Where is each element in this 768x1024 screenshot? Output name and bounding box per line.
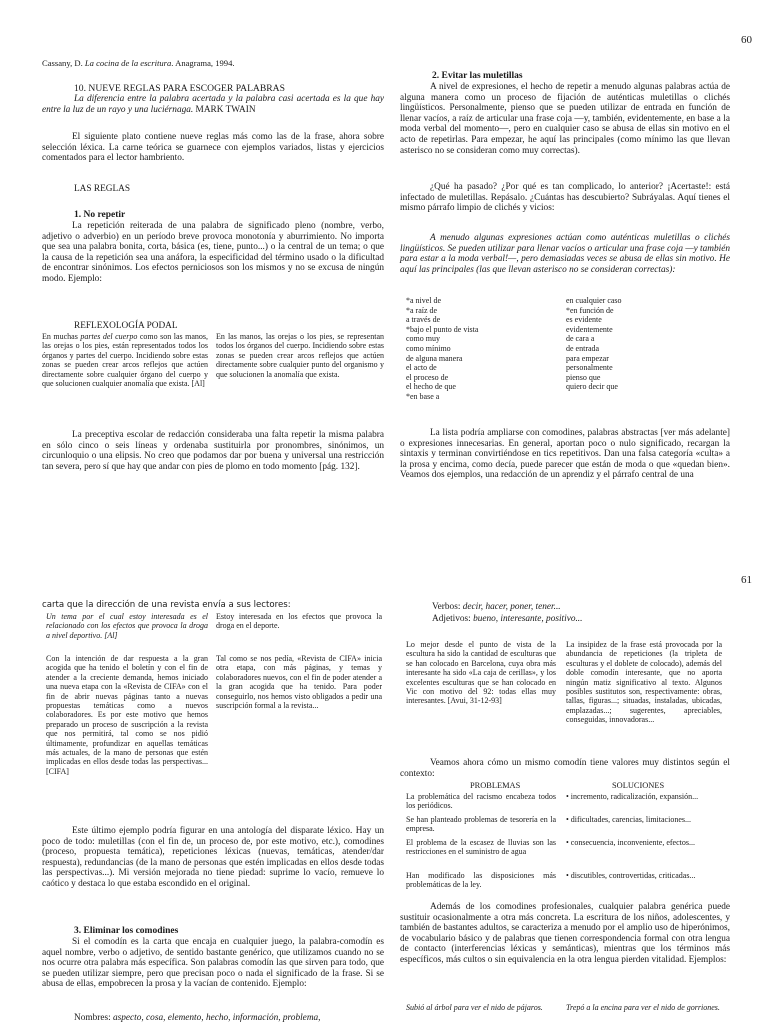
- reflexologia-revised: En las manos, las orejas o los pies, se representan todos los órganos del cuerpo. Incidiendo sobre estas zonas se pueden crear arcos reflejos que actúen directamente sobre cualquier punto del organismo y que solucionen la anomalía que exista.: [216, 332, 384, 379]
- reflexologia-original: En muchas partes del cuerpo como son las manos, las orejas o los pies, están representados todos los órganos y partes del cuerpo. Incidiendo sobre estas zonas se pueden crear arcos reflejos que actúen directamente sobre cualquier órgano del cuerpo y que solucionen cualquier anomalía que exista. [Al]: [42, 332, 208, 389]
- citation-rest: . Anagrama, 1994.: [171, 58, 235, 68]
- rule3-text: Si el comodín es la carta que encaja en cualquier juego, la palabra-comodín es aquel nombre, verbo o adjetivo, de sentido bastante genérico, que utilizamos cuando no se nos ocurre otra palabra más específica. Son palabras comodín las que sirven para todo, que se pueden utilizar siempre, pero que precisan poco o nada el significado de la frase. Si se abusa de ellas, empobrecen la prosa y la vacían de contenido. Ejemplo:: [42, 937, 384, 990]
- list-item: el acto de: [406, 363, 437, 373]
- list-item: *en función de: [566, 305, 614, 315]
- intro-paragraph: El siguiente plato contiene nueve reglas más como las de la frase, ahora sobre selección léxica. La carne teórica se guarnece con ejemplos variados, listas y ejercicios comentados para el lector hambriento.: [42, 132, 384, 164]
- list-item: de alguna manera: [406, 353, 463, 363]
- list-item: *a raíz de: [406, 305, 438, 315]
- epigraph-author: MARK TWAIN: [193, 104, 256, 115]
- adjetivos-line: Adjetivos: bueno, interesante, positivo...: [432, 614, 583, 624]
- citation-author: Cassany, D.: [42, 58, 85, 68]
- list-item: *en base a: [406, 391, 440, 401]
- nombres-line: Nombres: aspecto, cosa, elemento, hecho, información, problema,: [74, 1013, 321, 1023]
- epigraph-quote: La diferencia entre la palabra acertada y la palabra casi acertada es la que hay entre la luz de un rayo y una luciérnaga.: [42, 94, 384, 115]
- problema-item: La problemática del racismo encabeza todos los periódicos.: [406, 792, 556, 811]
- solucion-item: • incremento, radicalización, expansión...: [566, 792, 699, 801]
- list-item: de entrada: [566, 343, 600, 353]
- carta-intro: carta que la dirección de una revista envía a sus lectores:: [42, 600, 291, 610]
- epigraph: [42, 94, 384, 115]
- rule3-heading: 3. Eliminar los comodines: [74, 926, 179, 936]
- problemas-column: [406, 792, 556, 890]
- soluciones-header: SOLUCIONES: [612, 781, 665, 790]
- solucion-item: • dificultades, carencias, limitaciones...: [566, 815, 691, 824]
- page-number-61: 61: [741, 574, 752, 586]
- list-item: para empezar: [566, 353, 609, 363]
- reflexologia-title: REFLEXOLOGÍA PODAL: [74, 321, 178, 331]
- carta2-original: Con la intención de dar respuesta a la gran acogida que ha tenido el boletín y con el fin de atender a la creciente demanda, hemos iniciado una nueva etapa con la «Revista de CIFA» con el fin de abrir nuevas páginas tanto a nuevas propuestas temáticas como a nuevos colaboradores. Es por este motivo que hemos preparado un proceso de suscripción a la revista que nos permitirá, tal como se nos pidió últimamente, profundizar en aquellas temáticas más actuales, de la mano de personas que estén implicadas en ellos desde todas las perspectivas... [CIFA]: [46, 654, 208, 776]
- solucion-item: • discutibles, controvertidas, criticadas...: [566, 871, 696, 880]
- rule1-heading: 1. No repetir: [74, 210, 126, 220]
- list-item: quiero decir que: [566, 382, 618, 392]
- problemas-header: PROBLEMAS: [470, 781, 521, 790]
- rules-heading: LAS REGLAS: [74, 184, 131, 194]
- citation-title: La cocina de la escritura: [84, 58, 172, 68]
- soluciones-column: [566, 792, 716, 880]
- escultura-comment: La insipidez de la frase está provocada por la abundancia de repeticiones (la tripleta de esculturas y el doblete de colocado), además del doble comodín interesante, que no aporta ningún matiz significativo al texto. Algunos posibles sustitutos son, respectivamente: obras, tallas, figuras...; situadas, instaladas, ubicadas, emplazadas...; sugerentes, apreciables, conseguidas, innovadoras...: [566, 640, 722, 725]
- clean-paragraph: A menudo algunas expresiones actúan como auténticas muletillas o clichés lingüísticos. Se pueden utilizar para llenar vacíos o articular una frase coja —y también para estar a la moda verbal!—, pero demasiadas veces se abusa de ellas sin motivo. He aquí las principales (las que llevan asterisco no se consideran correctas):: [400, 233, 731, 275]
- problema-item: Se han planteado problemas de tesorería en la empresa.: [406, 815, 556, 834]
- problema-item: El problema de la escasez de lluvias son las restricciones en el suministro de agua: [406, 838, 556, 857]
- verbos-line: Verbos: decir, hacer, poner, tener...: [432, 602, 561, 612]
- ejemplo-revised: Trepó a la encina para ver el nido de gorriones.: [566, 1003, 720, 1012]
- list-item: *a nivel de: [406, 296, 442, 305]
- ademas-comodines-paragraph: Además de los comodines profesionales, cualquier palabra genérica puede sustituir ocasionalmente a otra más concreta. La escritura de los niños, adolescentes, y también de bastantes adultos, se caracteriza a menudo por el amplio uso de hiperónimos, de vocabulario básico y de palabras que tienen correspondencia formal con otra lengua de contacto (interferencias léxicas y semánticas), mientras que los términos más específicos, más cultos o sin equivalencia en la otra lengua pierden vitalidad. Ejemplos:: [400, 902, 730, 965]
- list-item: *bajo el punto de vista: [406, 324, 479, 334]
- solucion-item: • consecuencia, inconveniente, efectos...: [566, 838, 695, 847]
- list-item: a través de: [406, 315, 441, 325]
- list-item: el hecho de que: [406, 382, 456, 392]
- list-item: es evidente: [566, 315, 602, 325]
- lista-podria-paragraph: La lista podría ampliarse con comodines, palabras abstractas [ver más adelante] o expresiones innecesarias. En general, aportan poco o nulo significado, recargan la sintaxis y terminan convirtiéndose en tics repetitivos. Dan una falsa categoría «culta» a la prosa y encima, como decía, puede parecer que están de moda o que «quedan bien». Veamos dos ejemplos, una redacción de un aprendiz y el párrafo central de una: [400, 428, 730, 481]
- section-title: 10. NUEVE REGLAS PARA ESCOGER PALABRAS: [74, 83, 285, 94]
- muletillas-list-right: [566, 296, 716, 392]
- carta2-revised: Tal como se nos pedía, «Revista de CIFA» inicia otra etapa, con más páginas, y temas y colaboradores nuevos, con el fin de poder atender a la gran acogida que ha tenido. Para poder conseguirlo, nos hemos visto obligados a pedir una suscripción formal a la revista...: [216, 654, 382, 711]
- page-number-60: 60: [741, 34, 752, 46]
- list-item: como muy: [406, 334, 440, 344]
- rule2-heading: 2. Evitar las muletillas: [432, 71, 523, 81]
- veamos-comodin-paragraph: Veamos ahora cómo un mismo comodín tiene valores muy distintos según el contexto:: [400, 758, 730, 779]
- list-item: de cara a: [566, 334, 595, 344]
- carta1-revised: Estoy interesada en los efectos que provoca la droga en el deporte.: [216, 612, 382, 631]
- carta1-original: Un tema por el cual estoy interesada es el relacionado con los efectos que provoca la droga a nivel deportivo. [Al]: [46, 612, 208, 640]
- list-item: personalmente: [566, 363, 613, 373]
- rule2-text: A nivel de expresiones, el hecho de repetir a menudo algunas palabras actúa de alguna manera como un proceso de fijación de auténticas muletillas o clichés lingüísticos. Personalmente, pienso que se pueden utilizar de entrada en función de llenar vacíos, a raíz de articular una frase coja —y, también, evidentemente, en base a la moda verbal del momento—, pero en cualquier caso se abusa de ellas sin motivo en el acto de repetirlas. Para empezar, he aquí las principales (como mínimo las que llevan asterisco no se consideran como muy correctas).: [400, 82, 730, 156]
- preceptiva-paragraph: La preceptiva escolar de redacción consideraba una falta repetir la misma palabra en sólo cinco o seis líneas y ordenaba sustituirla por pronombres, sinónimos, un circunloquio o una elipsis. No creo que podamos dar por buena y universal una restricción tan severa, pero sí que hay que andar con pies de plomo en todo momento [pág. 132].: [42, 430, 384, 472]
- list-item: el proceso de: [406, 372, 449, 382]
- problema-item: Han modificado las disposiciones más problemáticas de la ley.: [406, 871, 556, 890]
- muletillas-list-left: [406, 296, 556, 402]
- que-ha-pasado-paragraph: ¿Qué ha pasado? ¿Por qué es tan complicado, lo anterior? ¡Acertaste!: está infectado de muletillas. Repásalo. ¿Cuántas has descubierto? Subráyalas. Aquí tienes el mismo párrafo limpio de clichés y vicios:: [400, 182, 730, 214]
- list-item: evidentemente: [566, 324, 613, 334]
- list-item: en cualquier caso: [566, 296, 622, 305]
- rule1-text: La repetición reiterada de una palabra de significado pleno (nombre, verbo, adjetivo o adverbio) en un período breve provoca monotonía y aburrimiento. No importa que sea una palabra bonita, corta, básica (es, tiene, punto...) o la central de un tema; o que la causa de la repetición sea una anáfora, la especificidad del término usado o la dificultad de encontrar sinónimos. Los efectos perniciosos son los mismos y no se excusa de ningún modo. Ejemplo:: [42, 221, 384, 284]
- escultura-original: Lo mejor desde el punto de vista de la escultura ha sido la cantidad de esculturas que se han colocado en Barcelona, cuya obra más interesante ha sido «La caja de cerillas», y los excelentes esculturas que se han colocado en Vic con motivo del 92: todas ellas muy interesantes. [Avui, 31-12-93]: [406, 640, 556, 706]
- citation: [42, 58, 372, 68]
- ejemplo-original: Subió al árbol para ver el nido de pájaros.: [406, 1003, 543, 1012]
- list-item: pienso que: [566, 372, 601, 382]
- ultimo-ejemplo-paragraph: Este último ejemplo podría figurar en una antología del disparate léxico. Hay un poco de todo: muletillas (con el fin de, un proceso de, por este motivo, etc.), comodines (proceso, propuesta temática), repeticiones léxicas (nuevas, temáticas, atender/dar respuesta), redundancias (de la mano de personas que estén implicadas en ellos desde todas las perspectivas...). Mi versión mejorada no tiene piedad: suprime lo vacío, remueve lo caótico y destaca lo que estaba escondido en el original.: [42, 826, 384, 889]
- list-item: como mínimo: [406, 343, 451, 353]
